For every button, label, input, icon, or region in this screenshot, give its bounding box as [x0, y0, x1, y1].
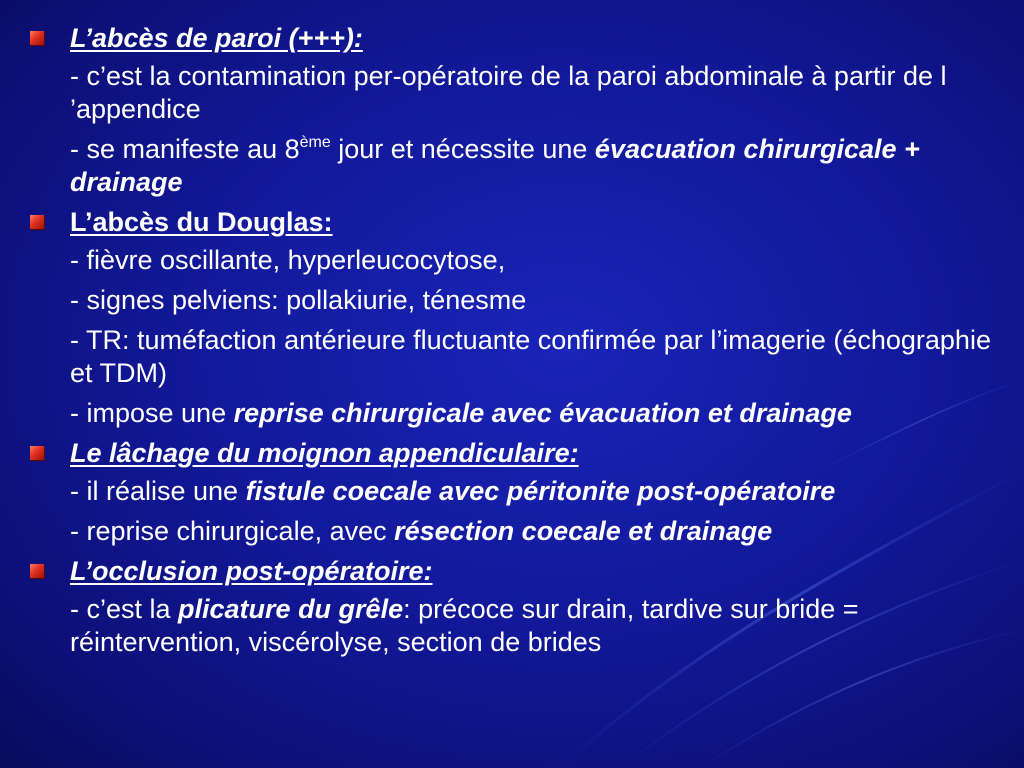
red-square-bullet-icon	[30, 564, 44, 578]
section-heading: L’abcès du Douglas:	[70, 207, 333, 237]
sub-line	[30, 244, 1005, 277]
section-heading: L’occlusion post-opératoire:	[70, 556, 433, 586]
red-square-bullet-icon	[30, 31, 44, 45]
sub-line-text: jour et nécessite une	[330, 134, 595, 164]
bullet-item-abces-douglas	[30, 206, 1005, 239]
bullet-item-abces-paroi	[30, 22, 1005, 55]
sub-line-text: - c’est la	[70, 594, 179, 624]
sub-line	[30, 397, 1005, 430]
emphasis-text: plicature du grêle	[178, 594, 404, 624]
red-square-bullet-icon	[30, 215, 44, 229]
sub-line-text: - c’est la contamination per-opératoire de la paroi abdominale à partir de l ’appendice	[70, 61, 947, 124]
slide-content	[30, 22, 1005, 666]
sub-line	[30, 324, 1005, 390]
sub-line	[30, 133, 1005, 199]
ordinal-superscript: ème	[299, 134, 331, 151]
sub-line	[30, 284, 1005, 317]
section-heading: Le lâchage du moignon appendiculaire:	[70, 438, 579, 468]
emphasis-text: évacuation chirurgicale + drainage	[70, 134, 920, 197]
emphasis-text: fistule coecale avec péritonite post-opératoire	[245, 476, 836, 506]
sub-line-text: : précoce sur drain, tardive sur bride = réintervention, viscérolyse, section de brides	[70, 594, 859, 657]
sub-line-text: - signes pelviens: pollakiurie, ténesme	[70, 285, 527, 315]
sub-line	[30, 475, 1005, 508]
emphasis-text: résection coecale et drainage	[394, 516, 773, 546]
bullet-item-occlusion	[30, 555, 1005, 588]
sub-line-text: - fièvre oscillante, hyperleucocytose,	[70, 245, 506, 275]
sub-line-text: - reprise chirurgicale, avec	[70, 516, 395, 546]
red-square-bullet-icon	[30, 446, 44, 460]
emphasis-text: reprise chirurgicale avec évacuation et drainage	[233, 398, 852, 428]
sub-line-text: - il réalise une	[70, 476, 246, 506]
sub-line	[30, 515, 1005, 548]
sub-line	[30, 593, 1005, 659]
bullet-item-lachage-moignon	[30, 437, 1005, 470]
sub-line-text: - impose une	[70, 398, 234, 428]
sub-line	[30, 60, 1005, 126]
section-heading: L’abcès de paroi (+++):	[70, 23, 363, 53]
sub-line-text: - TR: tuméfaction antérieure fluctuante confirmée par l’imagerie (échographie et TDM)	[70, 325, 991, 388]
sub-line-text: - se manifeste au 8	[70, 134, 300, 164]
